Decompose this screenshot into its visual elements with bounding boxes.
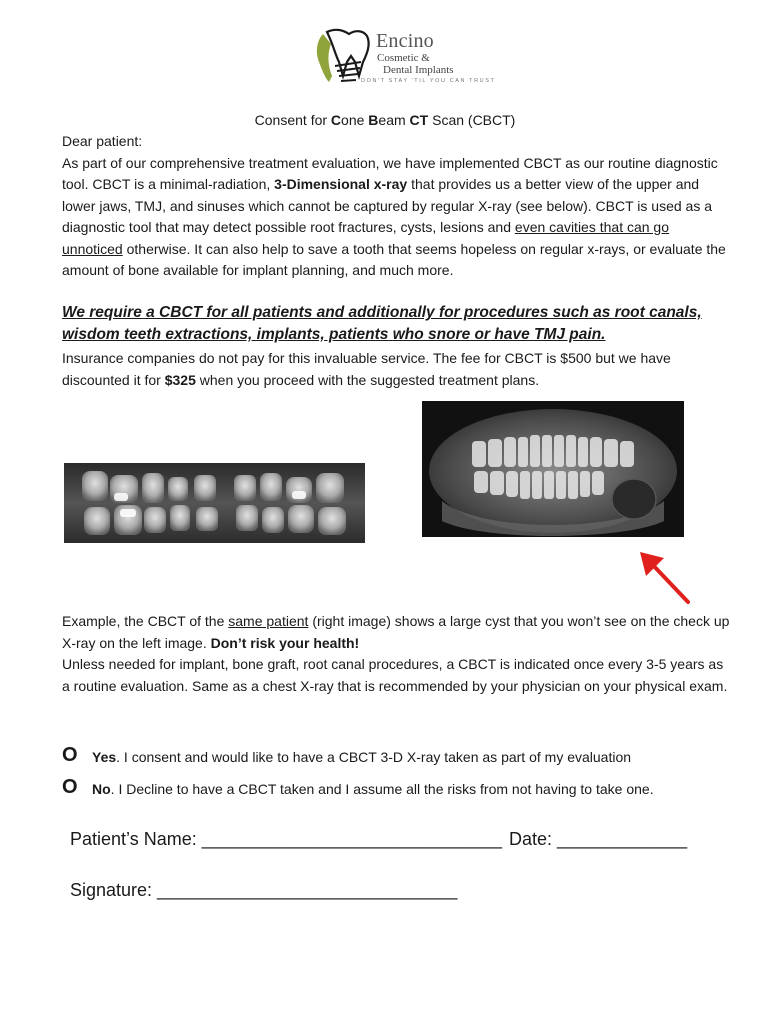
patient-name-field[interactable]: Patient’s Name: ______________________________ bbox=[70, 829, 503, 849]
yes-option-circle[interactable]: O bbox=[62, 744, 78, 766]
red-arrow-icon bbox=[636, 548, 696, 608]
example-body: Example, the CBCT of the same patient (right image) shows a large cyst that you won’t see on the check up X-ray on the left image. Don’t risk your health! bbox=[62, 613, 730, 651]
no-option-circle[interactable]: O bbox=[62, 776, 78, 798]
logo-name: Encino bbox=[376, 30, 434, 52]
intro-body: As part of our comprehensive treatment evaluation, we have implemented CBCT as our routine diagnostic tool. CBCT is a minimal-radiation, 3-Dimensional x-ray that provides us a better view of the upper and lower jaws, TMJ, and sinuses which cannot be captured by regular X-ray (see below). CBCT is used as a diagnostic tool that may detect possible root fractures, cysts, lesions and even cavities that can go unnoticed otherwise. It can also help to save a tooth that seems hopeless on regular x-rays, or evaluate the amount of bone available for implant planning, and much more. bbox=[62, 154, 726, 278]
example-paragraph bbox=[62, 611, 732, 697]
yes-option-label: Yes. I consent and would like to have a CBCT 3-D X-ray taken as part of my evaluation bbox=[92, 749, 632, 765]
requirement-statement: We require a CBCT for all patients and additionally for procedures such as root canals, wisdom teeth extractions, implants, patients who snore or have TMJ pain. bbox=[62, 304, 702, 343]
logo-tagline: DON'T STAY 'TIL YOU CAN TRUST bbox=[361, 78, 496, 84]
logo-subtitle-2: Dental Implants bbox=[383, 64, 454, 76]
date-field[interactable]: Date: _____________ bbox=[509, 829, 688, 849]
fee-paragraph: Insurance companies do not pay for this invaluable service. The fee for CBCT is $500 but we have discounted it for $325 when you proceed with the suggested treatment plans. bbox=[62, 350, 671, 388]
intro-paragraph bbox=[62, 131, 732, 282]
no-option-label: No. I Decline to have a CBCT taken and I assume all the risks from not having to take one. bbox=[92, 781, 654, 797]
recommendation-text: Unless needed for implant, bone graft, root canal procedures, a CBCT is indicated once every 3-5 years as a routine evaluation. Same as a chest X-ray that is recommended by your physician on your physical exam. bbox=[62, 656, 728, 694]
signature-field[interactable]: Signature: ______________________________ bbox=[70, 880, 458, 900]
greeting: Dear patient: bbox=[62, 133, 143, 149]
panoramic-cbct-image bbox=[422, 401, 684, 537]
logo-subtitle-1: Cosmetic & bbox=[377, 52, 430, 64]
clinic-logo bbox=[313, 26, 496, 88]
bitewing-xray-image bbox=[64, 463, 365, 543]
document-title: Consent for Cone Beam CT Scan (CBCT) bbox=[254, 112, 516, 128]
